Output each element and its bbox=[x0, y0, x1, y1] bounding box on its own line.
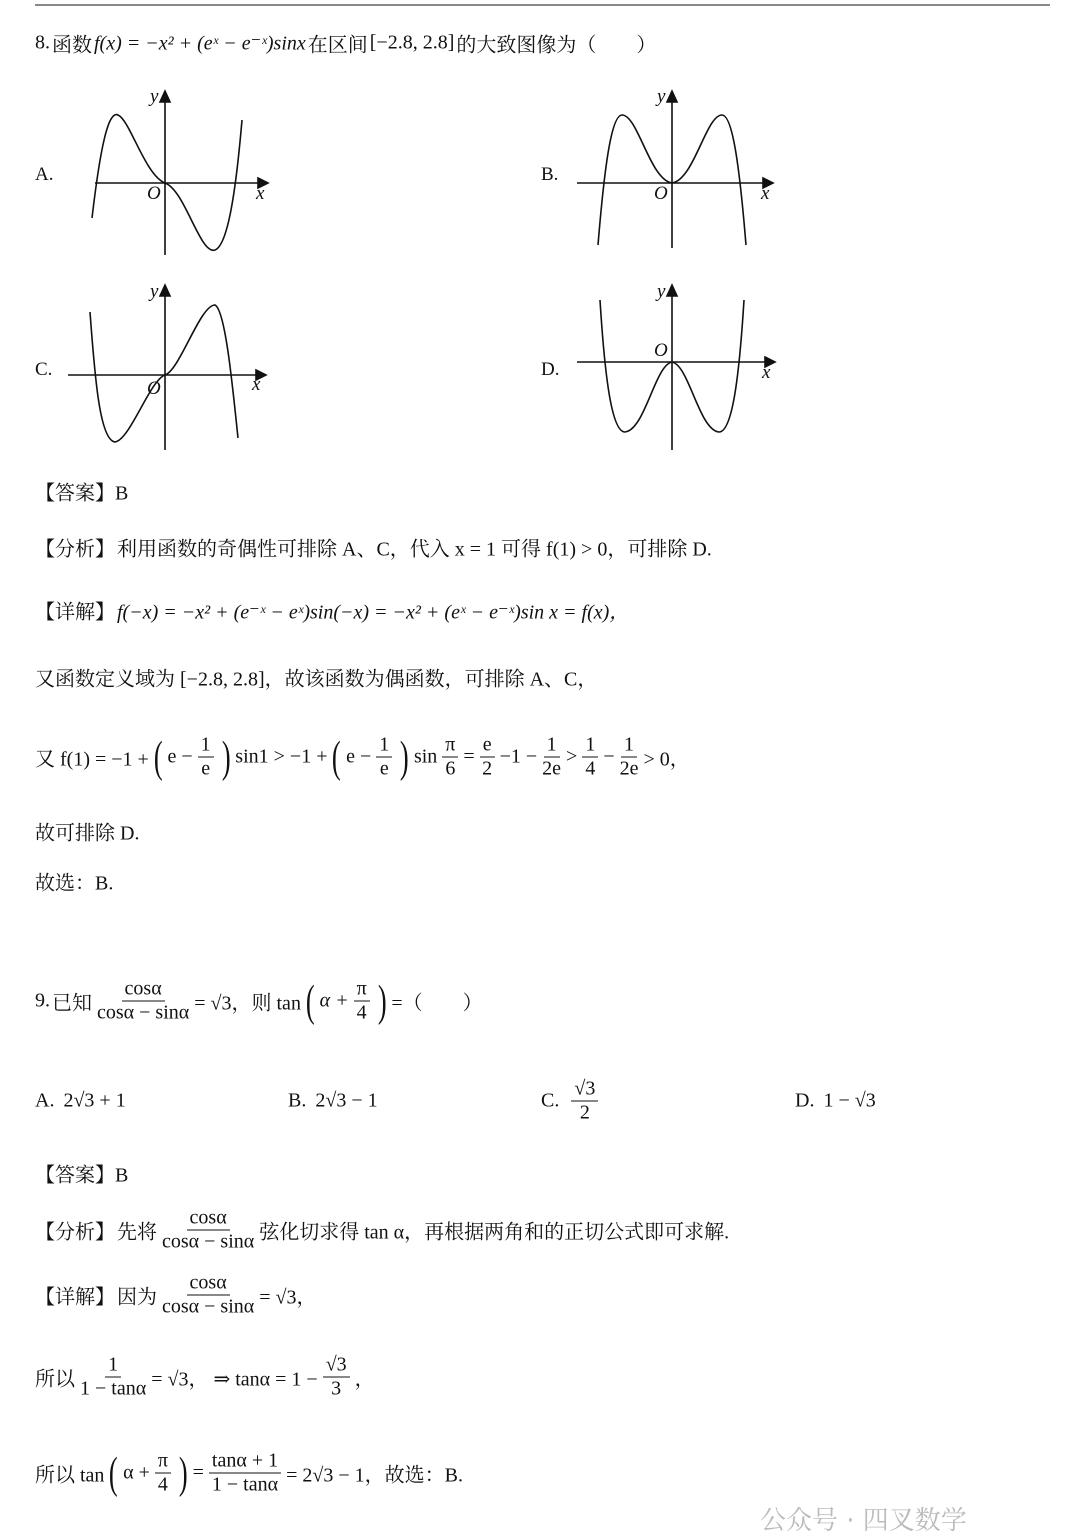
text: 先将 bbox=[117, 1221, 157, 1244]
analysis-text: 利用函数的奇偶性可排除 A、C，代入 x = 1 可得 f(1) > 0，可排除 D. bbox=[117, 538, 712, 561]
option-b-label: B. bbox=[541, 164, 559, 185]
y-axis-label: y bbox=[657, 281, 666, 302]
text: e − bbox=[346, 745, 372, 768]
fraction bbox=[542, 734, 561, 781]
numerator: π bbox=[155, 1450, 171, 1474]
numerator: tanα + 1 bbox=[209, 1450, 281, 1474]
origin-label: O bbox=[654, 183, 668, 204]
option-label: B. bbox=[288, 1089, 307, 1112]
analysis-tag: 【分析】 bbox=[35, 1221, 115, 1244]
numerator: √3 bbox=[323, 1354, 350, 1378]
numerator: √3 bbox=[571, 1078, 598, 1102]
text: − bbox=[603, 745, 615, 768]
text: = √3，则 tan bbox=[194, 992, 301, 1015]
fraction bbox=[582, 734, 598, 781]
fraction bbox=[323, 1354, 350, 1401]
fraction bbox=[571, 1078, 598, 1125]
denominator: 3 bbox=[331, 1377, 342, 1400]
denominator: cosα − sinα bbox=[162, 1295, 255, 1318]
detail-tag: 【详解】 bbox=[35, 1286, 115, 1309]
numerator: 1 bbox=[105, 1354, 121, 1378]
analysis bbox=[35, 533, 712, 562]
paren: ) bbox=[221, 732, 231, 781]
arrow-icon bbox=[160, 285, 266, 380]
denominator: 2e bbox=[619, 757, 639, 780]
detail bbox=[35, 1272, 317, 1319]
fraction bbox=[442, 734, 458, 781]
denominator: 1 − tanα bbox=[211, 1473, 279, 1496]
option-label: C. bbox=[541, 1089, 560, 1112]
text: α + bbox=[319, 989, 349, 1012]
text: e − bbox=[167, 745, 193, 768]
text: = √3， ⇒ tanα = 1 − bbox=[151, 1368, 318, 1391]
text: =（ ） bbox=[391, 992, 483, 1015]
y-axis-label: y bbox=[657, 86, 666, 107]
text: 又 f(1) = −1 + bbox=[35, 748, 149, 771]
arrow-icon bbox=[667, 91, 773, 188]
graph-a bbox=[92, 91, 268, 255]
fraction bbox=[354, 978, 370, 1025]
paren: ) bbox=[377, 976, 387, 1025]
detail-tag: 【详解】 bbox=[35, 601, 115, 624]
text: α + bbox=[123, 1461, 150, 1484]
denominator: 4 bbox=[157, 1473, 168, 1496]
text: > 0， bbox=[643, 748, 690, 771]
text: 所以 tan bbox=[35, 1464, 105, 1487]
denominator: cosα − sinα bbox=[162, 1230, 255, 1253]
text: 所以 bbox=[35, 1368, 75, 1391]
axes bbox=[68, 288, 264, 450]
arrow-icon bbox=[160, 91, 268, 188]
option-a-label: A. bbox=[35, 164, 54, 185]
y-axis-label: y bbox=[150, 86, 159, 107]
denominator: 4 bbox=[356, 1001, 367, 1024]
arrow-icon bbox=[667, 285, 775, 367]
paren: ) bbox=[178, 1448, 188, 1497]
fraction bbox=[162, 1207, 254, 1254]
numerator: 1 bbox=[544, 734, 560, 758]
detail-step-2 bbox=[35, 1450, 463, 1497]
answer: 【答案】B bbox=[35, 1164, 129, 1187]
text: = √3， bbox=[259, 1286, 317, 1309]
denominator: e bbox=[379, 757, 389, 780]
answer: 【答案】B bbox=[35, 482, 129, 505]
text: = bbox=[192, 1461, 204, 1484]
option-d bbox=[795, 1090, 876, 1113]
option-value: 2√3 − 1 bbox=[315, 1089, 378, 1112]
fraction bbox=[97, 978, 189, 1025]
option-b bbox=[288, 1090, 378, 1113]
detail-text: f(−x) = −x² + (e⁻ˣ − eˣ)sin(−x) = −x² + (eˣ − e⁻ˣ)sin x = f(x)， bbox=[117, 601, 630, 624]
analysis-tag: 【分析】 bbox=[35, 538, 115, 561]
option-value: 1 − √3 bbox=[823, 1089, 876, 1112]
fraction bbox=[80, 1354, 146, 1401]
fraction bbox=[209, 1450, 281, 1497]
axes bbox=[95, 94, 266, 255]
x-axis-label: x bbox=[252, 374, 261, 395]
numerator: π bbox=[442, 734, 458, 758]
x-axis-label: x bbox=[762, 362, 771, 383]
text: 因为 bbox=[117, 1286, 157, 1309]
x-axis-label: x bbox=[761, 183, 770, 204]
analysis bbox=[35, 1207, 729, 1254]
origin-label: O bbox=[654, 340, 668, 361]
denominator: e bbox=[201, 757, 211, 780]
paren: ) bbox=[400, 732, 410, 781]
option-label: D. bbox=[795, 1089, 815, 1112]
numerator: π bbox=[354, 978, 370, 1002]
numerator: e bbox=[480, 734, 495, 758]
numerator: 1 bbox=[582, 734, 598, 758]
fraction bbox=[376, 734, 392, 781]
denominator: 2 bbox=[579, 1101, 590, 1124]
stem-text: 在区间 bbox=[307, 34, 368, 57]
text: > bbox=[566, 745, 578, 768]
fraction bbox=[162, 1272, 254, 1319]
paren: ( bbox=[305, 976, 315, 1025]
q9-stem bbox=[35, 978, 483, 1025]
x-axis-label: x bbox=[256, 183, 265, 204]
function-formula: f(x) = −x² + (eˣ − e⁻ˣ)sinx bbox=[94, 32, 306, 55]
text: sin bbox=[413, 745, 438, 768]
question-number: 8. bbox=[35, 31, 50, 54]
denominator: 6 bbox=[445, 757, 456, 780]
graph-d bbox=[577, 285, 775, 450]
y-axis-label: y bbox=[150, 281, 159, 302]
fraction bbox=[480, 734, 495, 781]
graph-c bbox=[68, 285, 266, 450]
question-number: 9. bbox=[35, 989, 50, 1012]
detail-inequality bbox=[35, 734, 690, 781]
numerator: 1 bbox=[621, 734, 637, 758]
text: = bbox=[463, 745, 475, 768]
stem-text: 已知 bbox=[52, 992, 92, 1015]
text: −1 − bbox=[499, 745, 538, 768]
denominator: 2e bbox=[542, 757, 562, 780]
paren: ( bbox=[109, 1448, 119, 1497]
option-label: A. bbox=[35, 1089, 55, 1112]
origin-label: O bbox=[147, 183, 161, 204]
detail-text: 又函数定义域为 [−2.8, 2.8]，故该函数为偶函数，可排除 A、C， bbox=[35, 668, 598, 691]
conclusion: 故选：B. bbox=[35, 872, 114, 895]
graph-b bbox=[577, 91, 773, 248]
numerator: 1 bbox=[376, 734, 392, 758]
option-a bbox=[35, 1090, 126, 1113]
option-d-label: D. bbox=[541, 359, 560, 380]
detail-step-1 bbox=[35, 1354, 375, 1401]
fraction bbox=[155, 1450, 171, 1497]
denominator: cosα − sinα bbox=[97, 1001, 190, 1024]
text: = 2√3 − 1，故选：B. bbox=[286, 1464, 463, 1487]
curve bbox=[90, 305, 238, 442]
numerator: 1 bbox=[198, 734, 214, 758]
denominator: 1 − tanα bbox=[80, 1377, 147, 1400]
paren: ( bbox=[332, 732, 342, 781]
text: 弦化切求得 tan α，再根据两角和的正切公式即可求解. bbox=[259, 1221, 730, 1244]
option-value: 2√3 + 1 bbox=[63, 1089, 126, 1112]
text: ， bbox=[354, 1368, 375, 1391]
option-graphs bbox=[0, 0, 1080, 470]
denominator: 4 bbox=[585, 757, 596, 780]
detail-text: 故可排除 D. bbox=[35, 822, 140, 845]
fraction bbox=[198, 734, 214, 781]
option-c-label: C. bbox=[35, 359, 53, 380]
denominator: 2 bbox=[482, 757, 493, 780]
text: sin1 > −1 + bbox=[235, 745, 328, 768]
numerator: cosα bbox=[187, 1207, 230, 1231]
watermark: 公众号 · 四叉数学 bbox=[760, 1506, 967, 1536]
interval: [−2.8, 2.8] bbox=[369, 31, 455, 54]
stem-text: 的大致图像为（ ） bbox=[456, 34, 657, 57]
numerator: cosα bbox=[122, 978, 165, 1002]
stem-text: 函数 bbox=[52, 34, 92, 57]
fraction bbox=[620, 734, 639, 781]
paren: ( bbox=[153, 732, 163, 781]
origin-label: O bbox=[147, 378, 161, 399]
numerator: cosα bbox=[187, 1272, 230, 1296]
option-c bbox=[541, 1078, 601, 1125]
detail bbox=[35, 596, 629, 625]
